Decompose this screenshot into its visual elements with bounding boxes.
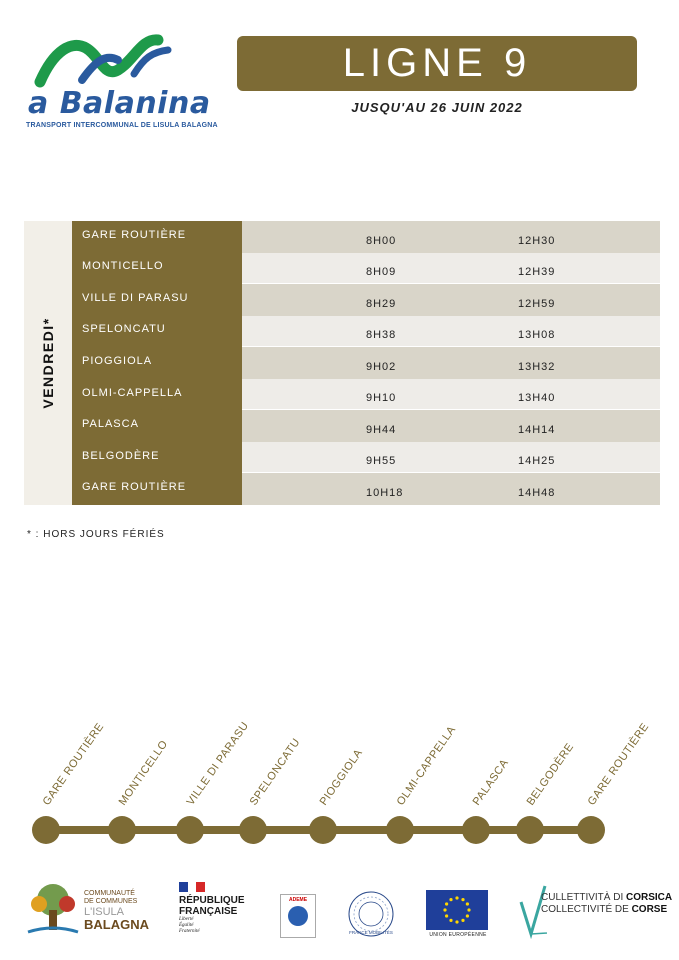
stop-name: PALASCA	[82, 418, 139, 431]
table-row	[72, 442, 660, 474]
departure-time-2: 14H48	[518, 486, 556, 499]
eu-label: UNION EUROPÉENNE	[429, 932, 487, 938]
line-diagram	[0, 690, 679, 860]
ccib-logo	[24, 882, 154, 942]
eu-star-icon	[467, 908, 470, 911]
cdc-line1b: CORSICA	[626, 892, 673, 903]
departure-time-1: 8H38	[366, 329, 397, 342]
row-background	[242, 473, 660, 505]
fm-label: FRANCE MOBILITÉS	[349, 930, 393, 935]
stop-dot	[386, 816, 414, 844]
balanina-wave-icon	[34, 30, 184, 90]
departure-time-2: 13H32	[518, 360, 556, 373]
french-flag-icon	[179, 882, 205, 892]
rf-motto2: Égalité	[179, 923, 194, 928]
timetable-rows	[72, 221, 660, 505]
row-background	[242, 221, 660, 253]
stop-name: VILLE DI PARASU	[82, 291, 189, 304]
stop-dot	[32, 816, 60, 844]
stop-dot	[516, 816, 544, 844]
ccib-line1: COMMUNAUTÉ	[84, 890, 135, 897]
validity-date: JUSQU'AU 26 JUIN 2022	[351, 100, 523, 115]
departure-time-2: 12H30	[518, 234, 556, 247]
table-row	[72, 253, 660, 285]
eu-star-icon	[461, 919, 464, 922]
stop-name: MONTICELLO	[82, 260, 164, 273]
ccib-line3: L'ISULA	[84, 906, 125, 918]
ccib-line4: BALAGNA	[84, 917, 149, 932]
stop-dot	[577, 816, 605, 844]
table-row	[72, 473, 660, 505]
tree-icon	[24, 882, 82, 938]
stop-name: GARE ROUTIÈRE	[82, 481, 187, 494]
stop-dot	[239, 816, 267, 844]
day-column	[24, 221, 72, 505]
departure-time-1: 10H18	[366, 486, 404, 499]
departure-time-1: 8H09	[366, 266, 397, 279]
departure-time-1: 9H55	[366, 455, 397, 468]
rf-line1: RÉPUBLIQUE	[179, 895, 245, 906]
departure-time-2: 14H14	[518, 423, 556, 436]
eu-flag-icon	[426, 890, 488, 930]
rf-motto3: Fraternité	[179, 929, 200, 934]
eu-star-icon	[455, 896, 458, 899]
brand-subtitle: TRANSPORT INTERCOMMUNAL DE LISULA BALAGNA	[26, 122, 218, 129]
rf-line2: FRANÇAISE	[179, 906, 238, 917]
eu-star-icon	[445, 914, 448, 917]
stop-dot	[309, 816, 337, 844]
diagram-stop-label: PIOGGIOLA	[317, 747, 366, 808]
day-label: VENDREDI*	[40, 317, 56, 409]
departure-time-2: 13H08	[518, 329, 556, 342]
stop-name: BELGODÈRE	[82, 449, 160, 462]
rf-motto1: Liberté	[179, 917, 194, 922]
departure-time-2: 12H39	[518, 266, 556, 279]
departure-time-1: 8H00	[366, 234, 397, 247]
eu-star-icon	[455, 920, 458, 923]
stop-name: PIOGGIOLA	[82, 354, 153, 367]
diagram-stop-label: GARE ROUTIÈRE	[585, 720, 652, 808]
timetable	[24, 221, 660, 505]
eu-star-icon	[443, 908, 446, 911]
table-row	[72, 347, 660, 379]
eu-star-icon	[466, 914, 469, 917]
row-background	[242, 253, 660, 285]
row-background	[242, 284, 660, 316]
page-title: LIGNE 9	[237, 36, 637, 91]
table-row	[72, 316, 660, 348]
brand-name: a Balanina	[28, 86, 211, 121]
cdc-line1a: CULLETTIVITÀ DI	[541, 892, 627, 903]
departure-time-2: 14H25	[518, 455, 556, 468]
collectivite-corse-logo	[517, 884, 673, 939]
eu-star-icon	[445, 902, 448, 905]
table-row	[72, 410, 660, 442]
stop-dot	[108, 816, 136, 844]
eu-logo	[426, 890, 490, 942]
table-row	[72, 284, 660, 316]
eu-star-icon	[449, 919, 452, 922]
departure-time-1: 8H29	[366, 297, 397, 310]
eu-star-icon	[449, 898, 452, 901]
stop-name: SPELONCATU	[82, 323, 166, 336]
departure-time-1: 9H44	[366, 423, 397, 436]
balanina-logo	[24, 30, 234, 135]
stop-dot	[176, 816, 204, 844]
departure-time-2: 12H59	[518, 297, 556, 310]
ademe-logo	[280, 894, 316, 938]
row-background	[242, 347, 660, 379]
row-background	[242, 410, 660, 442]
footnote: * : HORS JOURS FÉRIÉS	[27, 529, 165, 540]
diagram-stop-label: VILLE DI PARASU	[184, 719, 252, 808]
diagram-stop-label: GARE ROUTIÈRE	[40, 720, 107, 808]
table-row	[72, 379, 660, 411]
ademe-label: ADEME	[288, 897, 308, 903]
diagram-stop-label: OLMI-CAPPELLA	[394, 723, 459, 808]
diagram-stop-label: BELGODÈRE	[524, 741, 577, 808]
diagram-stop-label: MONTICELLO	[116, 738, 171, 808]
row-background	[242, 379, 660, 411]
eu-star-icon	[466, 902, 469, 905]
diagram-stop-label: PALASCA	[470, 757, 512, 808]
partner-logos	[0, 872, 679, 947]
eu-star-icon	[461, 898, 464, 901]
republique-francaise-logo	[179, 882, 259, 942]
row-background	[242, 316, 660, 348]
globe-icon	[288, 906, 308, 926]
departure-time-1: 9H02	[366, 360, 397, 373]
stop-name: GARE ROUTIÈRE	[82, 228, 187, 241]
stop-name: OLMI-CAPPELLA	[82, 386, 183, 399]
row-background	[242, 442, 660, 474]
cdc-line2a: COLLECTIVITÉ DE	[541, 904, 632, 915]
ccib-line2: DE COMMUNES	[84, 898, 138, 905]
diagram-stop-label: SPELONCATU	[247, 736, 303, 808]
stop-dot	[462, 816, 490, 844]
france-mobilites-logo	[347, 890, 395, 938]
table-row	[72, 221, 660, 253]
cdc-line2b: CORSE	[631, 904, 668, 915]
departure-time-1: 9H10	[366, 392, 397, 405]
departure-time-2: 13H40	[518, 392, 556, 405]
